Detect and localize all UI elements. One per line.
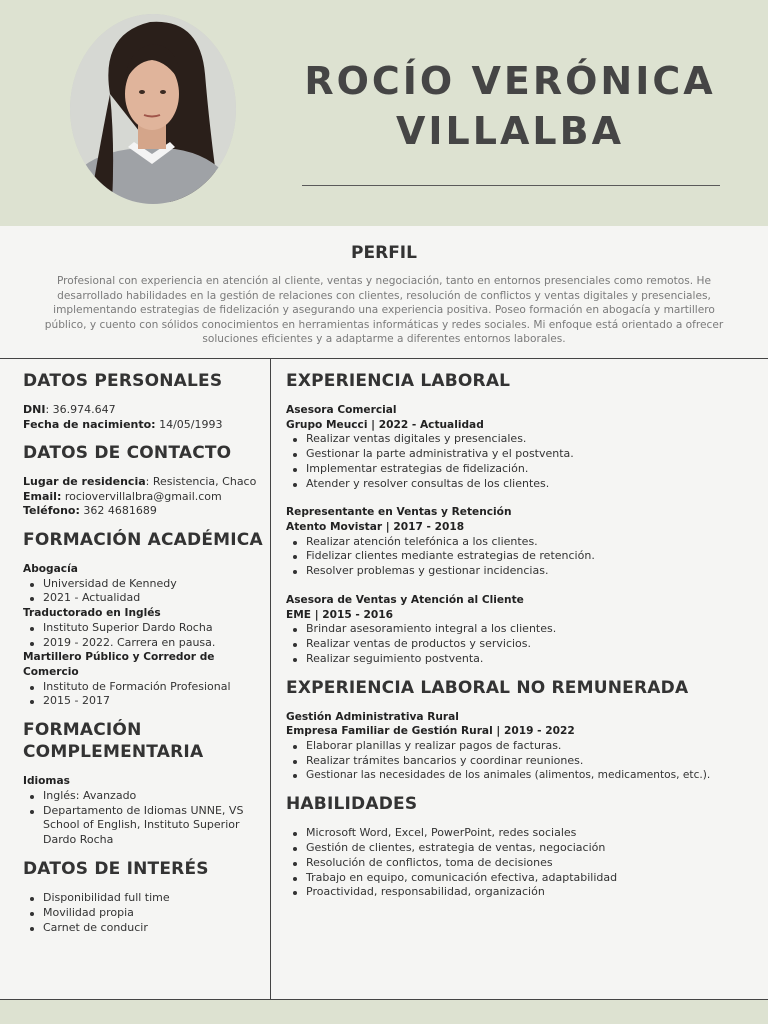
education-title: Martillero Público y Corredor de Comercio bbox=[23, 651, 215, 678]
education-title: Abogacía bbox=[23, 562, 78, 575]
job-role: Representante en Ventas y Retención bbox=[286, 506, 512, 519]
list-item: Gestión de clientes, estrategia de ventas, negociación bbox=[286, 841, 764, 856]
formacion-academica-heading: FORMACIÓN ACADÉMICA bbox=[23, 529, 263, 550]
list-item: Gestionar la parte administrativa y el postventa. bbox=[286, 447, 764, 462]
datos-personales-heading: DATOS PERSONALES bbox=[23, 371, 223, 391]
job-role: Gestión Administrativa Rural bbox=[286, 710, 459, 723]
email-label: Email: bbox=[23, 489, 62, 503]
job-role: Asesora Comercial bbox=[286, 404, 397, 416]
list-item: Gestionar las necesidades de los animales (alimentos, medicamentos, etc.). bbox=[286, 768, 764, 783]
list-item: Proactividad, responsabilidad, organización bbox=[286, 885, 764, 900]
list-item: Realizar ventas digitales y presenciales. bbox=[286, 432, 764, 447]
dni-label: DNI bbox=[23, 403, 46, 416]
residence-line bbox=[23, 475, 267, 490]
job-duties bbox=[286, 432, 764, 491]
languages-list bbox=[23, 789, 248, 848]
dni-value: : 36.974.647 bbox=[45, 403, 116, 416]
no-remunerada-heading: EXPERIENCIA LABORAL NO REMUNERADA bbox=[286, 677, 689, 698]
candidate-name bbox=[300, 56, 720, 156]
interest-list bbox=[23, 891, 267, 935]
residence-value: : Resistencia, Chaco bbox=[145, 475, 257, 489]
header-band bbox=[0, 0, 768, 226]
job-company: Atento Movistar | 2017 - 2018 bbox=[286, 520, 465, 533]
email-value: rociovervillalbra@gmail.com bbox=[61, 489, 222, 503]
experiencia-laboral-heading: EXPERIENCIA LABORAL bbox=[286, 371, 511, 391]
residence-label: Lugar de residencia bbox=[23, 475, 146, 489]
phone-line bbox=[23, 504, 267, 519]
list-item: Movilidad propia bbox=[23, 906, 267, 921]
column-divider bbox=[270, 358, 271, 999]
job-duties bbox=[286, 535, 764, 579]
education-list bbox=[23, 621, 267, 651]
dni-line bbox=[23, 403, 267, 418]
list-item: Microsoft Word, Excel, PowerPoint, redes sociales bbox=[286, 826, 764, 841]
phone-label: Teléfono: bbox=[23, 504, 80, 518]
portrait-illustration bbox=[70, 14, 236, 204]
list-item: Realizar trámites bancarios y coordinar reuniones. bbox=[286, 754, 764, 769]
datos-contacto-heading: DATOS DE CONTACTO bbox=[23, 443, 232, 464]
list-item: Departamento de Idiomas UNNE, VS School of English, Instituto Superior Dardo Rocha bbox=[23, 804, 248, 848]
phone-value: 362 4681689 bbox=[79, 504, 157, 518]
job-company: EME | 2015 - 2016 bbox=[286, 608, 394, 621]
job-role: Asesora de Ventas y Atención al Cliente bbox=[286, 593, 524, 606]
name-line-2: VILLALBA bbox=[396, 109, 624, 153]
list-item: Resolución de conflictos, toma de decisiones bbox=[286, 856, 764, 871]
list-item: Brindar asesoramiento integral a los clientes. bbox=[286, 622, 764, 637]
list-item: 2021 - Actualidad bbox=[23, 591, 267, 606]
datos-interes-heading: DATOS DE INTERÉS bbox=[23, 858, 209, 879]
list-item: Disponibilidad full time bbox=[23, 891, 267, 906]
education-list bbox=[23, 577, 267, 607]
job-duties bbox=[286, 739, 764, 783]
list-item: Realizar seguimiento postventa. bbox=[286, 652, 764, 667]
birthdate-value: 14/05/1993 bbox=[155, 417, 223, 431]
list-item: Instituto de Formación Profesional bbox=[23, 680, 267, 695]
job-duties bbox=[286, 622, 764, 666]
list-item: Elaborar planillas y realizar pagos de facturas. bbox=[286, 739, 764, 754]
name-divider bbox=[302, 185, 720, 186]
list-item: 2015 - 2017 bbox=[23, 694, 267, 709]
perfil-heading: PERFIL bbox=[351, 243, 417, 263]
list-item: Realizar ventas de productos y servicios. bbox=[286, 637, 764, 652]
list-item: Realizar atención telefónica a los clientes. bbox=[286, 535, 764, 550]
section-divider bbox=[0, 358, 768, 359]
job-company: Empresa Familiar de Gestión Rural | 2019 - 2022 bbox=[286, 725, 575, 738]
list-item: Universidad de Kennedy bbox=[23, 577, 267, 592]
languages-title: Idiomas bbox=[23, 775, 70, 788]
education-list bbox=[23, 680, 267, 710]
email-line bbox=[23, 490, 267, 505]
list-item: 2019 - 2022. Carrera en pausa. bbox=[23, 636, 267, 651]
left-column bbox=[23, 370, 267, 935]
perfil-text: Profesional con experiencia en atención al cliente, ventas y negociación, tanto en entornos presenciales como remotos. He desarrollado habilidades en la gestión de relaciones con clientes, resolución de conflictos y ventas digitales y presenciales, implementando estrategias de fidelización y asegurando una experiencia positiva. Poseo formación en abogacía y martillero público, y cuento con sólidos conocimientos en herramientas informáticas y redes sociales. Mi enfoque está orientado a ofrecer soluciones eficientes y a adaptarme a diferentes entornos laborales. bbox=[44, 275, 724, 345]
skills-list bbox=[286, 826, 764, 900]
birthdate-label: Fecha de nacimiento: bbox=[23, 417, 156, 431]
right-column bbox=[286, 370, 764, 900]
list-item: Trabajo en equipo, comunicación efectiva, adaptabilidad bbox=[286, 871, 764, 886]
list-item: Resolver problemas y gestionar incidencias. bbox=[286, 564, 764, 579]
list-item: Instituto Superior Dardo Rocha bbox=[23, 621, 267, 636]
footer-band bbox=[0, 999, 768, 1024]
list-item: Fidelizar clientes mediante estrategias de retención. bbox=[286, 549, 764, 564]
name-line-1: ROCÍO VERÓNICA bbox=[304, 59, 716, 103]
list-item: Inglés: Avanzado bbox=[23, 789, 248, 804]
birthdate-line bbox=[23, 418, 267, 433]
list-item: Implementar estrategias de fidelización. bbox=[286, 462, 764, 477]
job-company: Grupo Meucci | 2022 - Actualidad bbox=[286, 418, 484, 431]
list-item: Atender y resolver consultas de los clientes. bbox=[286, 477, 764, 492]
list-item: Carnet de conducir bbox=[23, 921, 267, 936]
formacion-complementaria-heading: FORMACIÓN COMPLEMENTARIA bbox=[23, 720, 204, 763]
habilidades-heading: HABILIDADES bbox=[286, 794, 418, 815]
education-title: Traductorado en Inglés bbox=[23, 607, 161, 620]
profile-photo bbox=[70, 14, 236, 204]
